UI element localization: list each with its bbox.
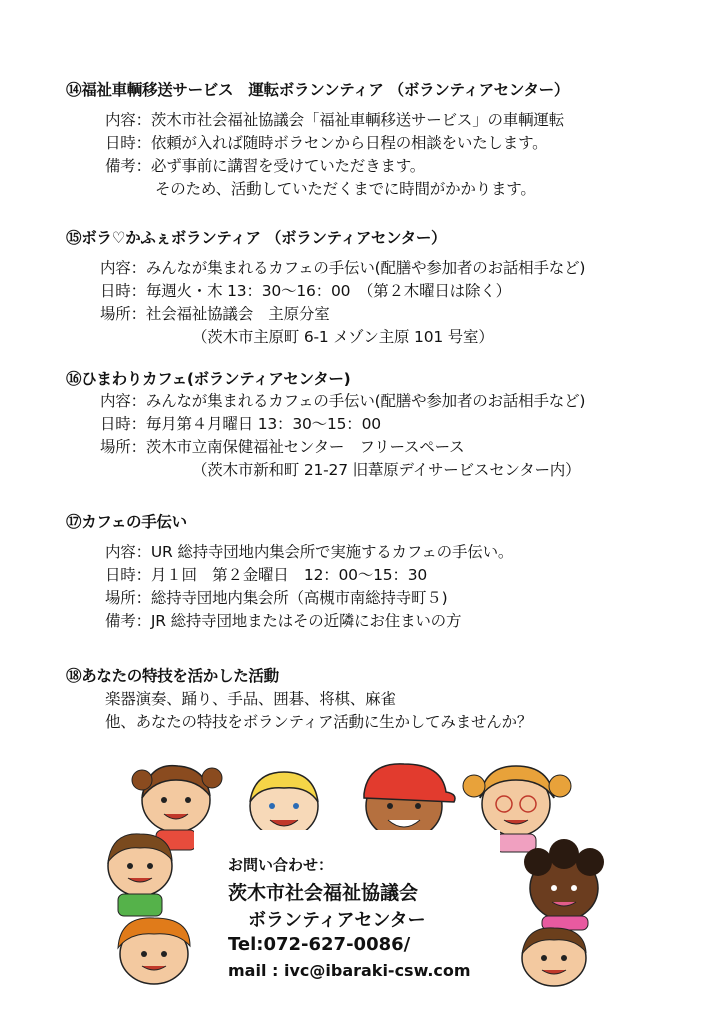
contact-card [194,830,500,986]
section-line: 内容：茨木市社会福祉協議会「福祉車輌移送サービス」の車輌運転 [105,111,565,129]
section-line: 内容：みんなが集まれるカフェの手伝い(配膳や参加者のお話相手など) [100,259,586,277]
child-left-2 [118,918,190,984]
section-line: 他、あなたの特技をボランティア活動に生かしてみませんか？ [105,713,533,731]
section-heading: ⑭福祉車輌移送サービス 運転ボランンティア （ボランティアセンター） [66,81,570,99]
contact-label: お問い合わせ： [228,856,334,874]
contact-illustration [98,758,624,990]
section-line: 場所：社会福祉協議会 主原分室 [100,305,330,323]
section-line: 内容：UR 総持寺団地内集会所で実施するカフェの手伝い。 [105,543,514,561]
child-right-1 [524,839,604,930]
contact-dept: ボランティアセンター [248,910,426,931]
section-heading: ⑰カフェの手伝い [66,513,187,531]
section-heading: ⑱あなたの特技を活かした活動 [66,667,279,685]
section-line: 日時：毎月第４月曜日 13：30～15：00 [100,415,381,433]
section-line: 日時：依頼が入れば随時ボラセンから日程の相談をいたします。 [105,134,548,152]
section-heading: ⑯ひまわりカフェ(ボランティアセンター) [66,370,351,388]
section-heading: ⑮ボラ♡かふぇボランティア （ボランティアセンター） [66,229,447,247]
contact-tel: Tel:072-627-0086/ [228,934,411,955]
section-line: 場所：総持寺団地内集会所（高槻市南総持寺町５) [105,589,448,607]
contact-mail: mail : ivc@ibaraki-csw.com [228,961,471,980]
section-line: 日時：毎週火・木 13：30～16：00 （第２木曜日は除く） [100,282,511,300]
child-left-1 [108,834,172,916]
section-line: （茨木市主原町 6-1 メゾン主原 101 号室） [192,328,494,346]
section-line: （茨木市新和町 21-27 旧葦原デイサービスセンター内） [192,461,581,479]
section-line: そのため、活動していただくまでに時間がかかります。 [155,180,536,198]
section-line: 備考：必ず事前に講習を受けていただきます。 [105,157,426,175]
section-line: 日時：月１回 第２金曜日 12：00～15：30 [105,566,428,584]
section-line: 楽器演奏、踊り、手品、囲碁、将棋、麻雀 [105,690,396,708]
section-line: 内容：みんなが集まれるカフェの手伝い(配膳や参加者のお話相手など) [100,392,586,410]
section-line: 備考：JR 総持寺団地またはその近隣にお住まいの方 [105,612,462,630]
child-right-2 [522,928,586,986]
contact-org: 茨木市社会福祉協議会 [228,882,419,904]
section-line: 場所：茨木市立南保健福祉センター フリースペース [100,438,465,456]
